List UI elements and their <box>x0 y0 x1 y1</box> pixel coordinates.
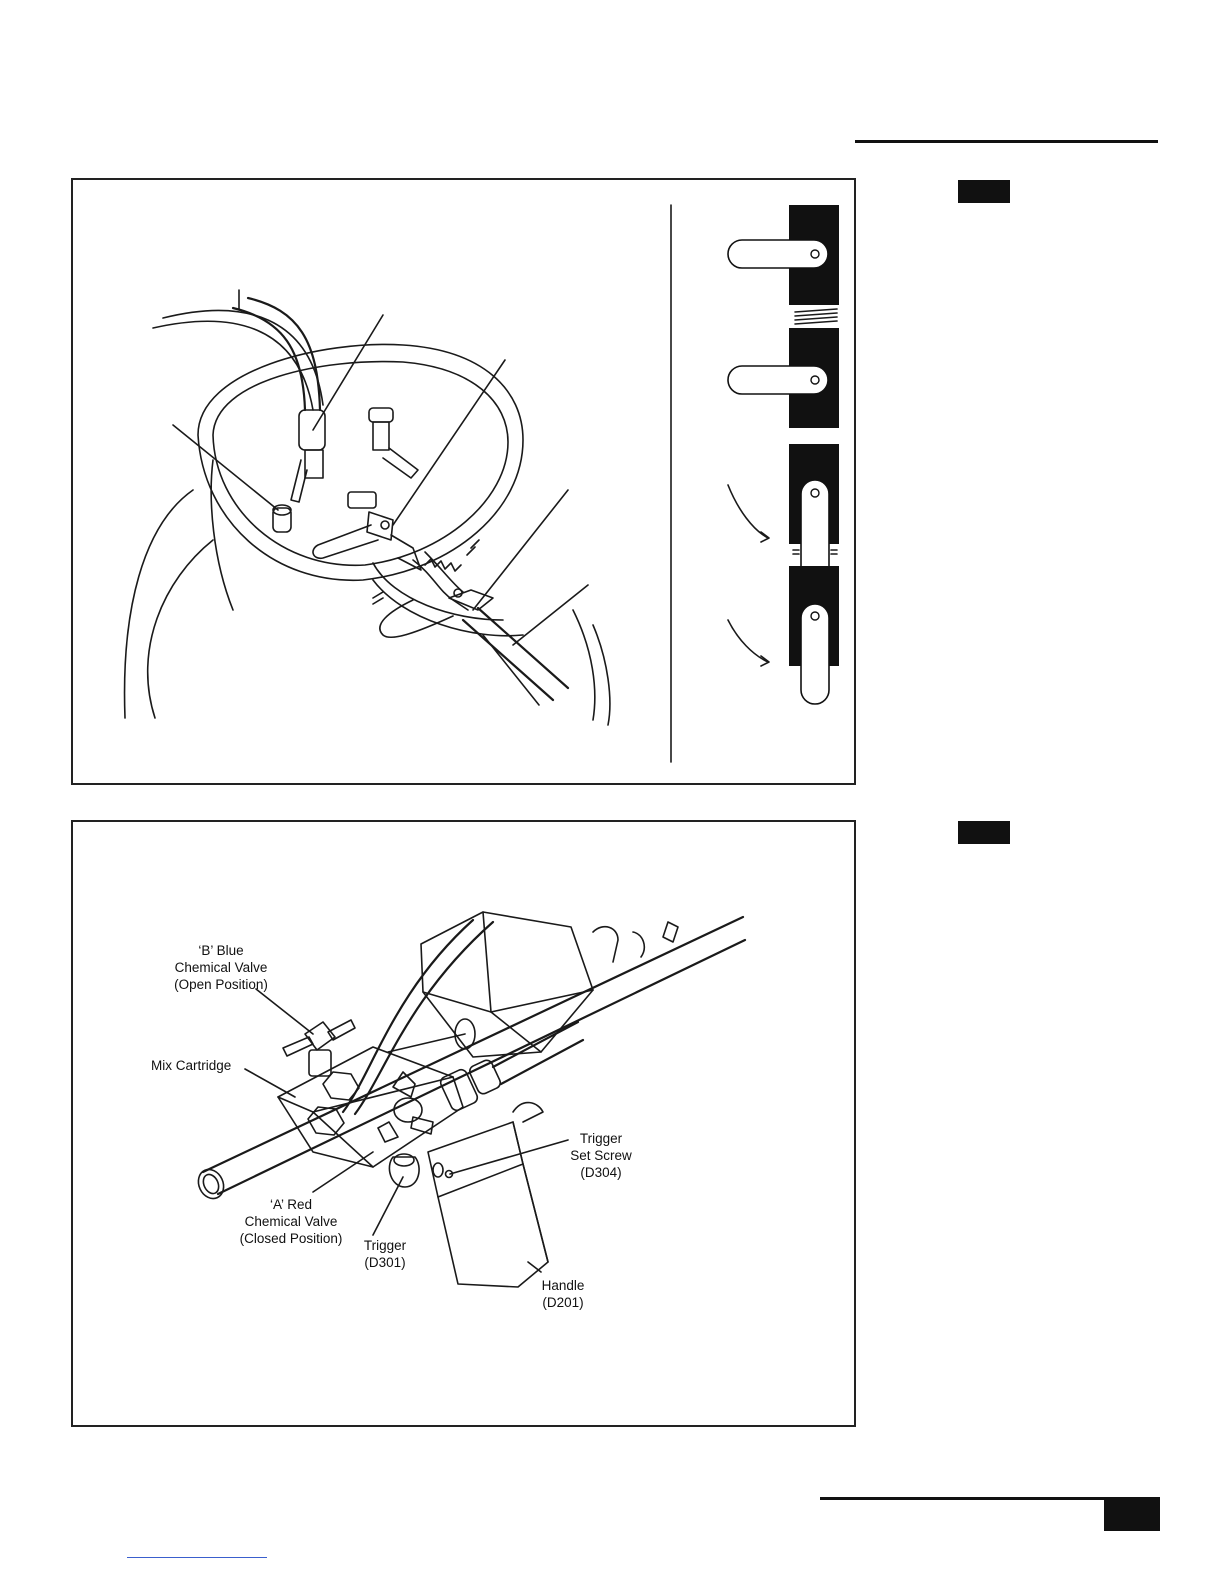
label-trigger: Trigger (D301) <box>363 1238 407 1270</box>
label-handle: Handle (D201) <box>541 1278 585 1310</box>
figure-bottom-panel <box>71 820 856 1427</box>
footer-page-tag <box>1104 1497 1160 1531</box>
container-illustration <box>73 180 858 787</box>
label-a-valve: ‘A’ Red Chemical Valve (Closed Position) <box>239 1197 343 1246</box>
footer-link-underline <box>127 1557 267 1558</box>
spray-gun-illustration <box>73 822 858 1429</box>
header-rule <box>855 140 1158 143</box>
side-tag-top <box>958 180 1010 203</box>
figure-top-panel <box>71 178 856 785</box>
label-trigger-set-screw: Trigger Set Screw (D304) <box>570 1131 632 1180</box>
footer-rule <box>820 1497 1104 1500</box>
side-tag-bottom <box>958 821 1010 844</box>
label-mix-cartridge: Mix Cartridge <box>151 1058 232 1073</box>
label-b-valve: ‘B’ Blue Chemical Valve (Open Position) <box>174 943 268 992</box>
